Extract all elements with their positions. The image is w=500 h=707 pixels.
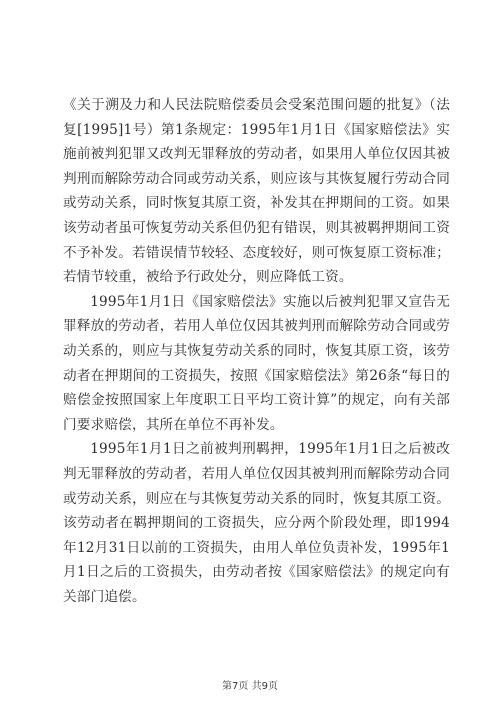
- page-number-footer: 第7页 共9页: [222, 681, 278, 692]
- paragraph-2: 1995年1月1日《国家赔偿法》实施以后被判犯罪又宣告无罪释放的劳动者，若用人单位仅因其被判刑而解除劳动合同或劳动关系的，则应与其恢复劳动关系的同时，恢复其原工资，该劳动者在押期间的工资损失，按照《国家赔偿法》第26条“每日的赔偿金按照国家上年度职工日平均工资计算”的规定，向有关部门要求赔偿，其所在单位不再补发。: [63, 293, 450, 433]
- document-body: [63, 93, 450, 609]
- paragraph-3: 1995年1月1日之前被判刑羁押，1995年1月1日之后被改判无罪释放的劳动者，若用人单位仅因其被判刑而解除劳动合同或劳动关系，则应在与其恢复劳动关系的同时，恢复其原工资。该劳动者在羁押期间的工资损失，应分两个阶段处理，即1994年12月31日以前的工资损失，由用人单位负责补发，1995年1月1日之后的工资损失，由劳动者按《国家赔偿法》的规定向有关部门追偿。: [63, 441, 450, 605]
- paragraph-1: 《关于溯及力和人民法院赔偿委员会受案范围问题的批复》（法复[1995]1号）第1条规定：1995年1月1日《国家赔偿法》实施前被判犯罪又改判无罪释放的劳动者，如果用人单位仅因其被判刑而解除劳动合同或劳动关系，则应该与其恢复履行劳动合同或劳动关系，同时恢复其原工资，补发其在押期间的工资。如果该劳动者虽可恢复劳动关系但仍犯有错误，则其被羁押期间工资不予补发。若错误情节较轻、态度较好，则可恢复原工资标准；若情节较重，被给予行政处分，则应降低工资。: [63, 97, 450, 286]
